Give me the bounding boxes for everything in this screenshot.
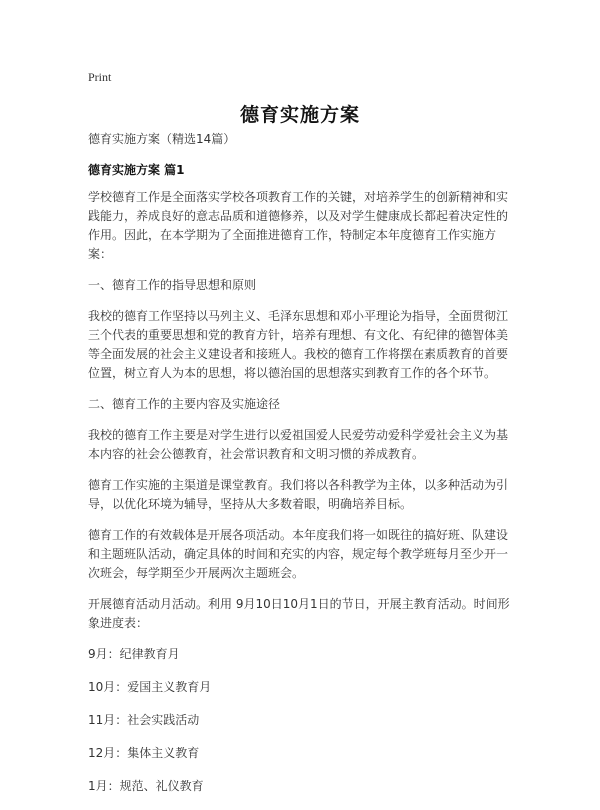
- list-item: 10月：爱国主义教育月: [88, 680, 212, 694]
- paragraph-intro: 学校德育工作是全面落实学校各项教育工作的关键，对培养学生的创新精神和实践能力，养成良好的意志品质和道德修养，以及对学生健康成长都起着决定性的作用。因此，在本学期为了全面推进德育工作，特制定本年度德育工作实施方案：: [88, 190, 509, 261]
- heading-guiding-principles: 一、德育工作的指导思想和原则: [88, 278, 257, 292]
- list-item: 9月：纪律教育月: [88, 647, 180, 661]
- document-body: [88, 130, 512, 810]
- list-item: 11月：社会实践活动: [88, 713, 200, 727]
- list-item: 12月：集体主义教育: [88, 746, 200, 760]
- document-title: 德育实施方案: [239, 104, 360, 126]
- paragraph-guiding-principles: 我校的德育工作坚持以马列主义、毛泽东思想和邓小平理论为指导，全面贯彻江三个代表的重要思想和党的教育方针，培养有理想、有文化、有纪律的德智体美等全面发展的社会主义建设者和接班人。我校的德育工作将摆在素质教育的首要位置，树立育人为本的思想，将以德治国的思想落实到教育工作的各个环节。: [88, 309, 509, 380]
- document-subtitle: 德育实施方案（精选14篇）: [88, 132, 236, 146]
- heading-main-content: 二、德育工作的主要内容及实施途径: [88, 397, 281, 411]
- print-link[interactable]: Print: [88, 70, 112, 84]
- paragraph-activity-month: 开展德育活动月活动。利用 9月10日10月1日的节日，开展主教育活动。时间形象进度表：: [88, 597, 510, 630]
- paragraph-classroom: 德育工作实施的主渠道是课堂教育。我们将以各科教学为主体，以多种活动为引导，以优化环境为辅导，坚持从大多数着眼，明确培养目标。: [88, 478, 509, 511]
- list-item: 1月：规范、礼仪教育: [88, 779, 204, 793]
- paragraph-activities: 德育工作的有效载体是开展各项活动。本年度我们将一如既往的搞好班、队建设和主题班队活动，确定具体的时间和充实的内容，规定每个教学班每月至少开一次班会，每学期至少开展两次主题班会。: [88, 528, 509, 580]
- paragraph-main-content: 我校的德育工作主要是对学生进行以爱祖国爱人民爱劳动爱科学爱社会主义为基本内容的社会公德教育，社会常识教育和文明习惯的养成教育。: [88, 428, 509, 461]
- section-heading: 德育实施方案 篇1: [88, 163, 185, 177]
